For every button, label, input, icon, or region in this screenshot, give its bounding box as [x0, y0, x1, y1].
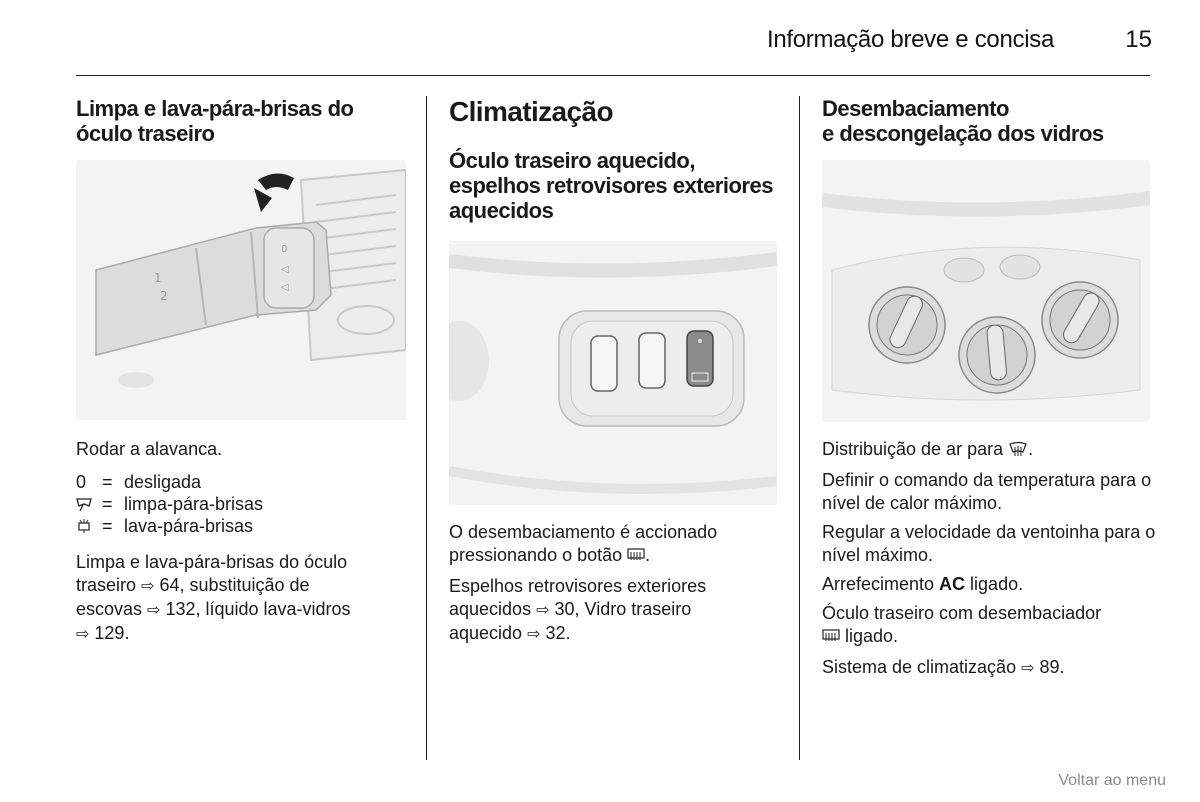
legend-label-wiper: limpa-pára-brisas [124, 494, 264, 514]
legend-equals: = [102, 516, 113, 536]
fan-speed-step: Regular a velocidade da ventoinha para o nível máximo. [822, 522, 1156, 565]
legend-row-washer [76, 515, 406, 537]
column-divider-1 [426, 96, 427, 760]
ac-label: AC [939, 574, 966, 594]
washer-icon [76, 518, 102, 534]
windscreen-defrost-icon [1008, 440, 1028, 463]
ref-link-129[interactable]: 129. [89, 623, 130, 643]
defrost-instruction: O desembaciamento é accionado pressionando o botão . [449, 521, 784, 569]
svg-text:◁: ◁ [281, 282, 289, 293]
legend-key-zero: 0 [76, 472, 87, 492]
climate-system-reference: Sistema de climatização ⇨ 89. [822, 657, 1065, 677]
back-to-menu-link[interactable]: Voltar ao menu [1058, 772, 1166, 789]
header-divider [76, 75, 1150, 76]
column-divider-2 [799, 96, 800, 760]
heated-mirrors-references: Espelhos retrovisores exteriores aquecidos ⇨ 30, Vidro traseiro aquecido ⇨ 32. [449, 576, 707, 643]
svg-text:2: 2 [160, 289, 168, 303]
page-ref-arrow-icon: ⇨ [76, 626, 90, 643]
climate-control-panel-illustration [822, 160, 1150, 422]
rear-window-heater-icon [627, 546, 645, 569]
rear-wiper-references: Limpa e lava-pára-brisas do óculo traseiro ⇨ 64, substituição de escovas ⇨ 132, líquido lava-vidros ⇨ 129. [76, 552, 351, 643]
page-ref-arrow-icon: ⇨ [147, 602, 161, 619]
legend-equals: = [102, 472, 113, 492]
page-ref-arrow-icon: ⇨ [536, 602, 550, 619]
section-heading-defrost: Desembaciamento e descongelação dos vidros [822, 96, 1104, 146]
page-ref-arrow-icon: ⇨ [1021, 660, 1035, 677]
ref-link-30[interactable]: 30, Vidro traseiro [549, 599, 692, 619]
svg-text:◁: ◁ [281, 264, 289, 275]
page-ref-arrow-icon: ⇨ [141, 578, 155, 595]
page-ref-arrow-icon: ⇨ [527, 626, 541, 643]
rear-wiper-intro: Rodar a alavanca. [76, 439, 223, 459]
ref-link-89[interactable]: 89. [1034, 657, 1065, 677]
ref-link-32[interactable]: 32. [540, 623, 571, 643]
subheading-heated-rear-window: Óculo traseiro aquecido, espelhos retrovisores exteriores aquecidos [449, 148, 773, 223]
rear-window-heater-icon [822, 627, 840, 650]
column-defrost [822, 96, 1162, 680]
page-number: 15 [1125, 26, 1152, 53]
legend-label-washer: lava-pára-brisas [124, 516, 254, 536]
temperature-step: Definir o comando da temperatura para o nível de calor máximo. [822, 470, 1152, 513]
page-header-title: Informação breve e concisa [766, 26, 1054, 53]
legend-row-off [76, 471, 406, 493]
ref-link-64[interactable]: 64, substituição de [154, 575, 310, 595]
svg-text:0: 0 [281, 244, 288, 255]
air-distribution-step: Distribuição de ar para . [822, 438, 1162, 463]
heated-rear-window-button-illustration [449, 241, 777, 505]
column-climate [449, 96, 784, 646]
ref-link-132[interactable]: 132, líquido lava-vidros [160, 599, 351, 619]
wiper-icon [76, 496, 102, 512]
column-rear-wiper [76, 96, 406, 646]
ac-step: Arrefecimento AC ligado. [822, 574, 1024, 594]
legend-equals: = [102, 494, 113, 514]
svg-text:1: 1 [154, 271, 162, 285]
section-heading-climate: Climatização [449, 96, 613, 127]
rear-defrost-step: Óculo traseiro com desembaciador ligado. [822, 602, 1162, 650]
wiper-positions-legend [76, 471, 406, 537]
section-heading-rear-wiper: Limpa e lava-pára-brisas do óculo traseiro [76, 96, 354, 146]
legend-label-off: desligada [124, 472, 202, 492]
legend-row-wiper [76, 493, 406, 515]
wiper-lever-illustration [76, 160, 406, 420]
